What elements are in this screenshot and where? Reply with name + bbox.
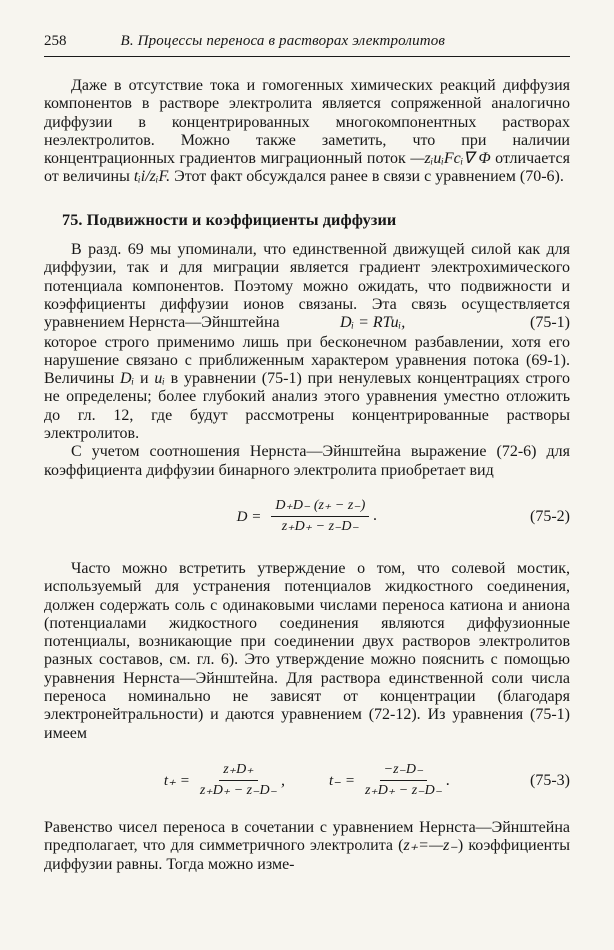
- t-minus-denominator: z₊D₊ − z₋D₋: [364, 783, 443, 799]
- paragraph-1-end: Этот факт обсуждался ранее в связи с уравнением (70-6).: [170, 168, 564, 186]
- equation-75-2-denominator: z₊D₊ − z₋D₋: [281, 519, 359, 535]
- paragraph-3-text-b: в уравнении (75-1) при ненулевых концентрациях строго не определены; более глубокий анализ этого уравнения уместно отложить до гл. 12, где будут рассмотрены концентрированные растворы электролитов.: [44, 370, 571, 443]
- page-number: 258: [44, 33, 67, 49]
- page-header: [44, 33, 570, 57]
- equation-75-1-number: (75-1): [530, 314, 570, 332]
- symmetric-condition: z₊=—z₋: [403, 837, 458, 855]
- equation-75-2-fraction: [271, 498, 369, 535]
- equation-75-2-numerator: D₊D₋ (z₊ − z₋): [271, 498, 369, 517]
- equation-75-1-expression: Dᵢ = RTuᵢ,: [340, 314, 406, 332]
- equation-75-3-number: (75-3): [530, 771, 570, 789]
- section-heading: 75. Подвижности и коэффициенты диффузии: [62, 210, 397, 229]
- paragraph-3-and: и: [134, 370, 155, 388]
- t-minus-formula: [329, 762, 450, 799]
- t-plus-numerator: z₊D₊: [219, 762, 257, 781]
- paragraph-1-mid: отличается от величины: [44, 150, 571, 186]
- equation-75-2-tail: .: [373, 507, 378, 525]
- equation-75-2-lhs: D =: [236, 508, 262, 525]
- symbol-Di: Dᵢ: [120, 370, 135, 388]
- paragraph-3: [44, 334, 570, 444]
- page-content: [44, 77, 570, 874]
- migration-flux-formula: —zᵢuᵢFcᵢ∇ Φ: [410, 150, 491, 168]
- equation-75-3: [44, 751, 570, 811]
- equation-75-3-expression: [44, 762, 570, 799]
- paragraph-6-text-a: Равенство чисел переноса в сочетании с уравнением Нернста—Эйнштейна предполагает, что для симметричного электролита (: [44, 818, 570, 855]
- t-plus-tail: ,: [281, 771, 285, 789]
- t-minus-numerator: −z₋D₋: [380, 762, 428, 781]
- symbol-ui: uᵢ: [154, 370, 165, 388]
- t-minus-tail: .: [446, 771, 451, 789]
- running-title: В. Процессы переноса в растворах электролитов: [120, 33, 446, 49]
- equation-75-2-expression: [44, 498, 570, 535]
- paragraph-6: [44, 819, 570, 874]
- paragraph-2: В разд. 69 мы упоминали, что единственной движущей силой как для диффузии, так и для миграции является градиент электрохимического потенциала компонентов. Поэтому можно ожидать, что подвижности и коэффициенты диффузии ионов связаны. Эта связь осуществляется уравнением Нернста—Эйнштейна: [44, 241, 570, 332]
- equation-75-2: [44, 490, 570, 544]
- t-minus-fraction: [361, 762, 446, 799]
- t-plus-denominator: z₊D₊ − z₋D₋: [199, 783, 277, 799]
- paragraph-1-text: Даже в отсутствие тока и гомогенных химических реакций диффузия компонентов в растворе электролита является сопряженной аналогично диффузии в концентрированных многокомпонентных растворах неэлектролитов. Можно также заметить, что при наличии концентрационных градиентов миграционный поток: [44, 77, 570, 168]
- paragraph-4: С учетом соотношения Нернста—Эйнштейна выражение (72-6) для коэффициента диффузии бинарного электролита приобретает вид: [44, 443, 570, 479]
- paragraph-1: [44, 77, 570, 187]
- transference-ratio-formula: tᵢi/zᵢF.: [133, 168, 171, 186]
- t-plus-lhs: t₊ =: [163, 772, 190, 789]
- equation-75-2-number: (75-2): [530, 507, 570, 525]
- paragraph-3-text-a: которое строго применимо лишь при бесконечном разбавлении, хотя его нарушение связано с приближенным характером уравнения потока (69-1). Величины: [44, 333, 570, 388]
- equation-75-1: [44, 315, 570, 333]
- paragraph-6-text-b: ) коэффициенты диффузии равны. Тогда можно изме-: [44, 837, 570, 873]
- paragraph-5: Часто можно встретить утверждение о том, что солевой мостик, используемый для устранения потенциалов жидкостного соединения, должен содержать соль с одинаковыми числами переноса катиона и аниона (потенциалами жидкостного соединения являются диффузионные потенциалы, возникающие при соединении двух растворов электролитов разных составов, см. гл. 6). Это утверждение можно пояснить с помощью уравнения Нернста—Эйнштейна. Для раствора единственной соли числа переноса номинально не зависят от концентрации (благодаря электронейтральности) и даются уравнением (72-12). Из уравнения (75-1) имеем: [44, 559, 570, 742]
- t-plus-formula: [164, 762, 285, 799]
- t-minus-lhs: t₋ =: [329, 772, 355, 789]
- t-plus-fraction: [196, 762, 281, 799]
